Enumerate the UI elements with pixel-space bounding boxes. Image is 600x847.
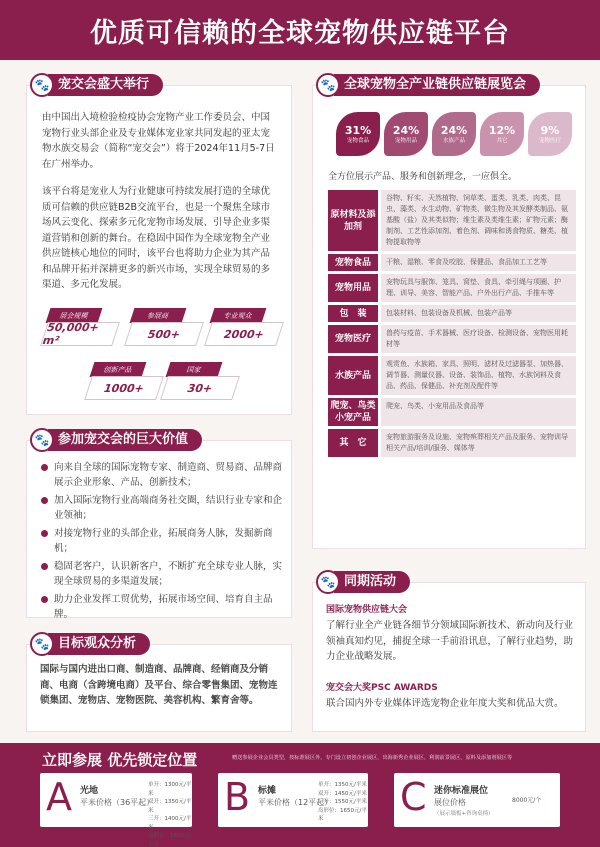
value-title: 参加宠交会的巨大价值 — [48, 429, 202, 451]
activity-1-title: 国际宠物供应链大会 — [326, 605, 408, 615]
stat-value: 30+ — [160, 376, 240, 400]
share-badge — [480, 112, 524, 156]
booth-a-letter: A — [46, 775, 72, 819]
share-value: 31% — [344, 123, 372, 137]
booth-a-tiers: 单开：1300元/平米 双开：1350元/平米 三开：1400元/平米 岛形位：1500元/平米 — [148, 782, 192, 847]
booth-c-price: 展位价格 — [434, 798, 466, 807]
value-item: 稳固老客户，认识新客户，不断扩充全球专业人脉，实现全球贸易的多渠道发展； — [40, 559, 282, 589]
category-desc: 宠物玩具与服饰、笼具、窝垫、食具、牵引绳与项圈、护理、训导、美容、智能产品、户外出行产品、手推车等 — [381, 274, 576, 302]
exhibition-header — [316, 73, 540, 97]
stat-label: 展会规模 — [46, 308, 103, 323]
category-name: 包 装 — [328, 305, 378, 322]
stat-value: 500+ — [124, 322, 204, 346]
share-badge — [528, 112, 572, 156]
booth-note: 赠送参展企业会员类型，按标准展区外，专门设立初创企业展区，出海新秀企业展区，利润前景展区，原料及添加剂展区等 — [232, 755, 513, 761]
activity-1-desc: 了解行业全产业链各细节分领域国际新技术、新动向及行业领袖真知灼见，捕捉全球一手前沿讯息，了解行业趋势，助力企业战略发展。 — [326, 620, 574, 662]
category-row — [328, 190, 576, 251]
category-row — [328, 429, 576, 457]
category-row — [328, 356, 576, 395]
category-desc: 兽药与疫苗、手术器械、医疗设备、检测设备、宠物医用耗材等 — [381, 325, 576, 353]
value-item: 向来自全球的国际宠物专家、制造商、贸易商、品牌商展示企业形象、产品、创新技术； — [40, 460, 282, 490]
activity-2-title: 宠交会大奖PSC AWARDS — [326, 683, 438, 693]
stat-item — [40, 308, 116, 348]
booth-a[interactable] — [40, 773, 192, 847]
exhibition-title: 全球宠物全产业链供应链展览会 — [334, 74, 540, 96]
category-row — [328, 398, 576, 426]
page-title: 优质可信赖的全球宠物供应链平台 — [90, 17, 510, 49]
share-value: 12% — [488, 123, 516, 137]
activities-title: 同期活动 — [334, 571, 410, 593]
booth-b-letter: B — [224, 775, 251, 819]
value-item: 助力企业发挥工贸优势，拓展市场空间、培育自主品牌。 — [40, 592, 282, 622]
event-intro-title: 宠交会盛大举行 — [48, 74, 163, 96]
share-badge — [432, 112, 476, 156]
category-row — [328, 305, 576, 322]
value-list — [40, 460, 282, 625]
stat-value: 1000+ — [84, 376, 164, 400]
category-desc: 包装材料、包装设备及机械、包装产品等 — [381, 305, 576, 322]
pet-icon: 🐾 — [316, 570, 340, 594]
booth-a-name: 光地 — [80, 786, 99, 796]
stat-label: 专业观众 — [210, 308, 267, 323]
share-category: 宠物医疗 — [538, 137, 561, 144]
booth-a-price: 平米价格（36平起） — [80, 798, 155, 807]
stat-item — [88, 362, 160, 402]
stat-label: 创新产品 — [90, 362, 147, 377]
header-band — [0, 0, 600, 60]
booth-c[interactable] — [394, 773, 560, 827]
booth-b-name: 标摊 — [258, 786, 277, 796]
category-name: 原材料及添加剂 — [328, 190, 378, 251]
booth-b-tiers: 单开：1350元/平米 双开：1450元/平米 三开：1550元/平米 岛形位：1650元/平米 — [318, 782, 367, 822]
pet-icon: 🐾 — [30, 632, 54, 656]
audience-title: 目标观众分析 — [48, 633, 150, 655]
category-name: 爬宠、鸟类小宠产品 — [328, 398, 378, 426]
activities-header — [316, 570, 410, 594]
value-item: 对接宠物行业的头部企业，拓展商务人脉，发掘新商机； — [40, 526, 282, 556]
share-category: 其它 — [496, 137, 508, 144]
category-desc: 观赏鱼、水族箱、家具、照明、滤材及过滤器泵、加热器、调节器、测量仪器、设备、装饰品、植物、水族饲料及食品、药品、保健品、补充剂及配件等 — [381, 356, 576, 395]
stat-item — [128, 308, 200, 348]
category-desc: 宠物旅游服务及设施、宠物殡葬相关产品及服务、宠物训导相关产品/培训/服务、媒体等 — [381, 429, 576, 457]
event-intro-header — [30, 73, 163, 97]
value-item: 加入国际宠物行业高端商务社交圈，结识行业专家和企业领袖； — [40, 493, 282, 523]
category-row — [328, 325, 576, 353]
category-table — [328, 190, 576, 460]
share-value: 24% — [440, 123, 468, 137]
category-name: 其 它 — [328, 429, 378, 457]
share-value: 24% — [392, 123, 420, 137]
stat-value: 2000+ — [204, 322, 284, 346]
booth-b[interactable] — [218, 773, 368, 827]
booth-c-letter: C — [400, 775, 427, 819]
category-name: 水族产品 — [328, 356, 378, 395]
audience-header — [30, 632, 150, 656]
share-category: 宠物用品 — [394, 137, 417, 144]
stat-label: 国家 — [166, 362, 223, 377]
category-row — [328, 254, 576, 271]
booth-c-name: 迷你标准展位 — [434, 786, 489, 796]
share-badge — [384, 112, 428, 156]
share-badge — [336, 112, 380, 156]
share-value: 9% — [540, 123, 560, 137]
pet-icon: 🐾 — [316, 73, 340, 97]
event-intro-paragraph-2: 该平台将是宠业人为行业健康可持续发展打造的全球优质可信赖的供应链B2B交流平台，也是一个聚焦全球市场风云变化、探索多元化宠物市场发展、引导企业多渠道营销和创新的舞台。在稳固中国作为全球宠物全产业供应链核心地位的同时，该平台也将助力企业为其产品和品牌开拓并深耕更多的新兴市场，实现全球贸易的多渠道、多元化发展。 — [42, 186, 271, 290]
booth-c-sub: （展示墙板+咨询桌椅） — [434, 811, 494, 817]
activity-2-desc: 联合国内外专业媒体评选宠物企业年度大奖和优品大赏。 — [326, 698, 564, 709]
audience-text: 国际与国内进出口商、制造商、品牌商、经销商及分销商、电商（含跨境电商）及平台、综合零售集团、宠物连锁集团、宠物店、宠物医院、美容机构、繁育舍等。 — [40, 664, 278, 706]
pet-icon: 🐾 — [30, 73, 54, 97]
value-header — [30, 428, 202, 452]
stat-item — [164, 362, 236, 402]
booth-title: 立即参展 优先锁定位置 — [42, 751, 198, 769]
exhibition-intro: 全方位展示产品、服务和创新理念，一应俱全。 — [328, 172, 518, 182]
stat-label: 参展商 — [130, 308, 187, 323]
booth-c-amount: 8000元/个 — [512, 797, 542, 804]
category-desc: 干粮、湿粮、零食及咬胶、保健品、食品加工工艺等 — [381, 254, 576, 271]
booth-b-price: 平米价格（12平起） — [258, 798, 333, 807]
stat-value: 50,000+ m² — [40, 322, 120, 346]
category-name: 宠物食品 — [328, 254, 378, 271]
category-row — [328, 274, 576, 302]
event-intro-paragraph-1: 由中国出入境检验检疫协会宠物产业工作委员会、中国宠物行业头部企业及专业媒体宠业家共同发起的亚太宠物水族交易会（简称“宠交会”）将于2024年11月5-7日在广州举办。 — [42, 112, 275, 170]
category-desc: 爬宠、鸟类、小宠用品及食品等 — [381, 398, 576, 426]
stat-item — [208, 308, 280, 348]
pet-icon: 🐾 — [30, 428, 54, 452]
share-category: 宠物食品 — [346, 137, 369, 144]
category-desc: 谷物、籽实、天然植物、饲草类、蛋类、乳类、肉类、昆虫、藻类、水生动物、矿物类、微生物及其发酵类制品、氨基酸（盐）及其类似物；维生素及类维生素；矿物元素；酶制剂、工艺性添加剂、着色剂、调味和诱食物质、糖类、植物提取物等 — [381, 190, 576, 251]
category-name: 宠物医疗 — [328, 325, 378, 353]
share-category: 水族产品 — [442, 137, 465, 144]
category-name: 宠物用品 — [328, 274, 378, 302]
